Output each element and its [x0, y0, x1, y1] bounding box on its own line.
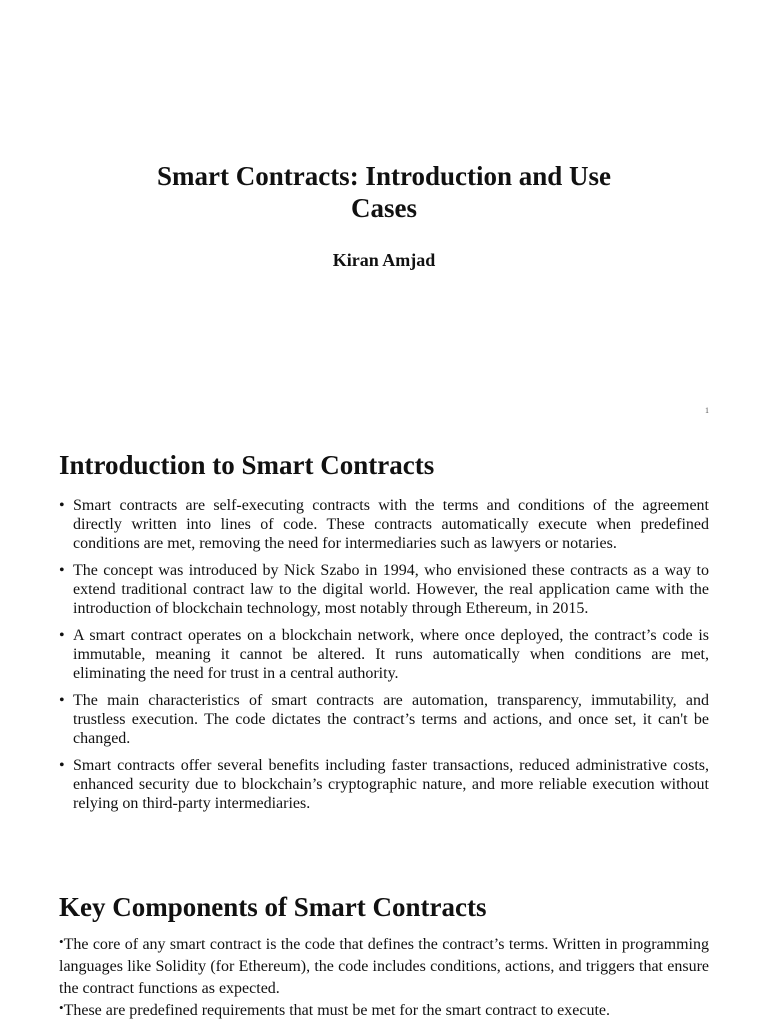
bullet-icon: • — [59, 562, 65, 579]
bullet-icon: • — [59, 934, 64, 949]
components-bullet-list — [59, 934, 709, 1022]
bullet-icon: • — [59, 757, 65, 774]
intro-heading: Introduction to Smart Contracts — [59, 450, 435, 480]
components-bullet-text: These are predefined requirements that must be met for the smart contract to execute. — [63, 1002, 610, 1019]
components-heading: Key Components of Smart Contracts — [59, 892, 487, 922]
intro-bullet-item — [59, 496, 709, 553]
intro-bullet-item — [59, 691, 709, 748]
bullet-icon: • — [59, 497, 65, 514]
intro-bullet-text: Smart contracts offer several benefits including faster transactions, reduced administrative costs, enhanced security due to blockchain’s cryptographic nature, and more reliable execution without relying on third-party intermediaries. — [73, 757, 709, 812]
intro-slide — [0, 432, 768, 864]
intro-bullet-item — [59, 626, 709, 683]
bullet-icon: • — [59, 1000, 64, 1015]
components-bullet-item — [59, 1000, 709, 1022]
intro-bullet-text: The main characteristics of smart contracts are automation, transparency, immutability, and trustless execution. The code dictates the contract’s terms and actions, and once set, it can't be changed. — [73, 692, 709, 747]
components-slide — [0, 864, 768, 1024]
intro-bullet-text: A smart contract operates on a blockchain network, where once deployed, the contract’s code is immutable, meaning it cannot be altered. It runs automatically when conditions are met, eliminating the need for trust in a central authority. — [73, 627, 709, 682]
intro-bullet-text: Smart contracts are self-executing contracts with the terms and conditions of the agreement directly written into lines of code. These contracts automatically execute when predefined conditions are met, removing the need for intermediaries such as lawyers or notaries. — [73, 497, 709, 552]
components-bullet-text: The core of any smart contract is the code that defines the contract’s terms. Written in programming languages like Solidity (for Ethereum), the code includes conditions, actions, and triggers that ensure the contract functions as expected. — [59, 936, 709, 997]
deck-title: Smart Contracts: Introduction and Use Cases — [156, 161, 611, 223]
slide-number: 1 — [705, 406, 709, 415]
deck-author: Kiran Amjad — [332, 250, 436, 270]
bullet-icon: • — [59, 692, 65, 709]
intro-bullet-text: The concept was introduced by Nick Szabo in 1994, who envisioned these contracts as a way to extend traditional contract law to the digital world. However, the real application came with the introduction of blockchain technology, most notably through Ethereum, in 2015. — [73, 562, 709, 617]
title-slide — [0, 0, 768, 432]
bullet-icon: • — [59, 627, 65, 644]
intro-bullet-list — [59, 496, 709, 821]
intro-bullet-item — [59, 756, 709, 813]
intro-bullet-item — [59, 561, 709, 618]
components-bullet-item — [59, 934, 709, 1000]
